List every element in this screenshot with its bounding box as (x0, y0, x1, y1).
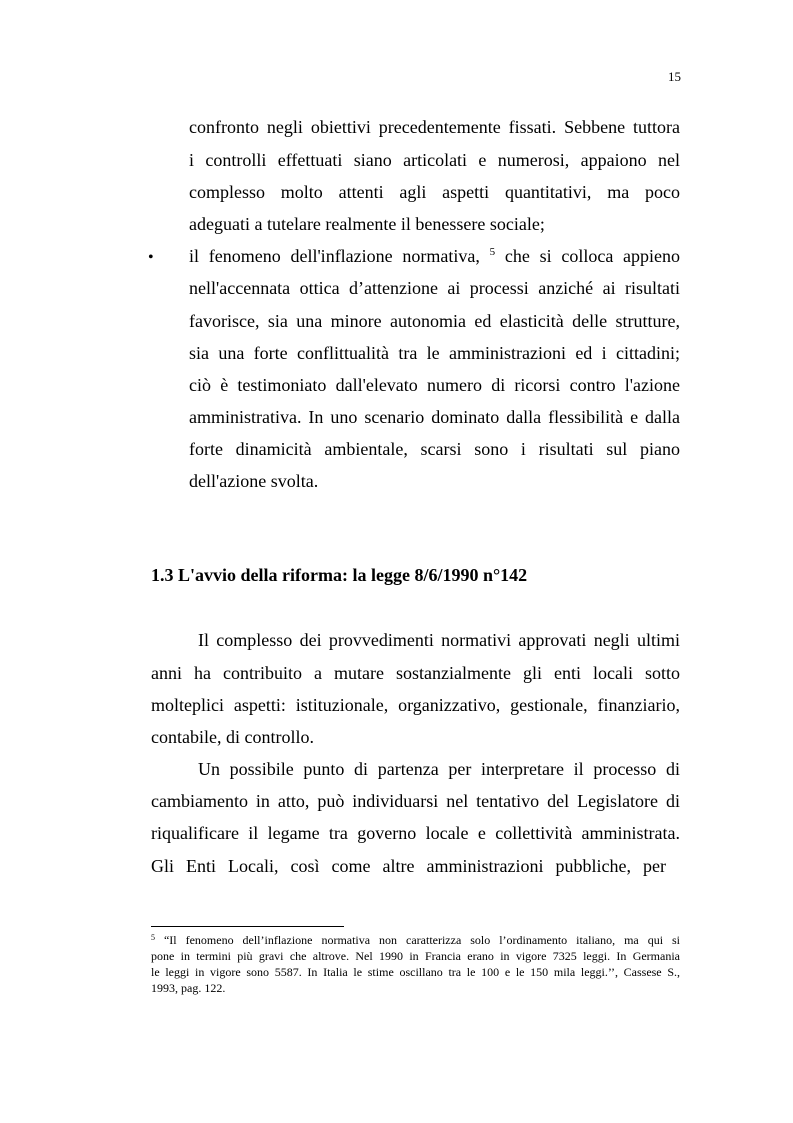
body-line: Il complesso dei provvedimenti normativi approvati negli ultimi (198, 630, 680, 650)
body-line: cambiamento in atto, può individuarsi nel tentativo del Legislatore di (151, 791, 680, 811)
body-line: Gli Enti Locali, così come altre amministrazioni pubbliche, per (151, 856, 666, 876)
body-line: riqualificare il legame tra governo locale e collettività amministrata. (151, 823, 680, 843)
body-line: dell'azione svolta. (189, 471, 319, 491)
bullet-first-line (189, 245, 680, 267)
page-number: 15 (668, 69, 681, 84)
body-line: contabile, di controllo. (151, 727, 314, 747)
body-line: ciò è testimoniato dall'elevato numero di ricorsi contro l'azione (189, 375, 680, 395)
bullet-text-before: il fenomeno dell'inflazione normativa, (189, 246, 480, 266)
body-line: forte dinamicità ambientale, scarsi sono i risultati sul piano (189, 439, 680, 459)
section-heading: 1.3 L'avvio della riforma: la legge 8/6/1990 n°142 (151, 565, 528, 585)
footnote-line: 1993, pag. 122. (151, 981, 226, 995)
body-line: anni ha contribuito a mutare sostanzialmente gli enti locali sotto (151, 663, 680, 683)
footnote-marker: 5 (151, 933, 155, 942)
body-line: i controlli effettuati siano articolati e numerosi, appaiono nel (189, 150, 680, 170)
bullet-icon: • (148, 249, 154, 266)
footnote-line: le leggi in vigore sono 5587. In Italia le stime oscillano tra le 100 e le 150 mila leggi.’’, Cassese S., (151, 965, 680, 979)
body-line: favorisce, sia una minore autonomia ed elasticità delle strutture, (189, 311, 680, 331)
footnote-reference: 5 (489, 246, 496, 258)
body-line: Un possibile punto di partenza per interpretare il processo di (198, 759, 680, 779)
body-line: adeguati a tutelare realmente il benessere sociale; (189, 214, 545, 234)
body-line: nell'accennata ottica d’attenzione ai processi anziché ai risultati (189, 278, 680, 298)
footnote-first-line (151, 932, 680, 948)
footnote-text: “Il fenomeno dell’inflazione normativa non caratterizza solo l’ordinamento italiano, ma qui si (163, 933, 680, 947)
bullet-text-after: che si colloca appieno (504, 246, 681, 266)
footnote-line: pone in termini più gravi che altrove. Nel 1990 in Francia erano in vigore 7325 leggi. In Germania (151, 949, 680, 963)
body-line: complesso molto attenti agli aspetti quantitativi, ma poco (189, 182, 680, 202)
body-line: confronto negli obiettivi precedentemente fissati. Sebbene tuttora (189, 117, 680, 137)
body-line: sia una forte conflittualità tra le amministrazioni ed i cittadini; (189, 343, 680, 363)
body-line: molteplici aspetti: istituzionale, organizzativo, gestionale, finanziario, (151, 695, 680, 715)
body-line: amministrativa. In uno scenario dominato dalla flessibilità e dalla (189, 407, 680, 427)
footnote-separator (151, 926, 344, 927)
